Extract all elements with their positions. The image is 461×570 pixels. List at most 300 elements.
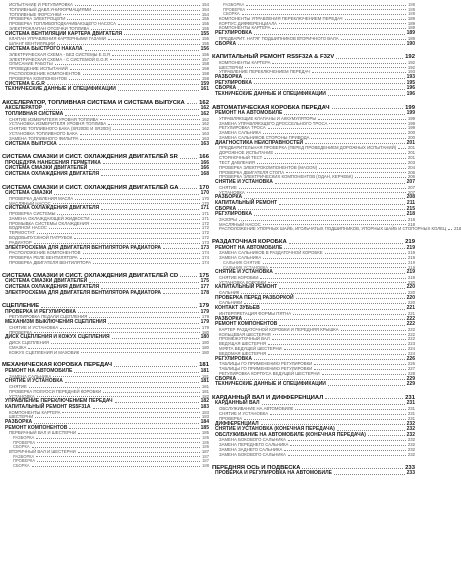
toc-entry-title: СНЯТИЕ И УСТАНОВКА <box>215 179 273 186</box>
toc-page-number: 179 <box>199 303 209 310</box>
toc-entry-title: КАПИТАЛЬНЫЙ РЕМОНТ RS5F31A <box>5 404 91 411</box>
dot-leader <box>113 129 200 130</box>
dot-leader <box>322 374 406 375</box>
toc-page-number: 166 <box>199 154 209 161</box>
toc-page-number: 181 <box>201 388 209 394</box>
toc-entry-title: ЭЛЕКТРИЧЕСКАЯ СХЕМА - С СИСТЕМОЙ E.G.R <box>9 56 108 62</box>
toc-page-number: 174 <box>201 259 209 265</box>
toc-page-number: 166 <box>200 159 209 166</box>
toc-page-number: 199 <box>406 110 415 117</box>
section-gap <box>2 355 209 362</box>
toc-entry-title: РАЗБОРКА <box>215 194 243 201</box>
toc-page-number: 232 <box>407 442 415 448</box>
dot-leader <box>275 273 405 274</box>
dot-leader <box>262 309 405 310</box>
toc-entry-title: РАСПОЛОЖЕНИЕ КОМПОНЕНТОВ <box>9 250 81 256</box>
toc-entry-title: ПРОВЕРКА И РЕГУЛИРОВКА НА АВТОМОБИЛЕ <box>215 470 332 477</box>
dot-leader <box>244 78 405 79</box>
toc-entry-title: ПРОВЕРКА ДВИГАТЕЛЯ ВЕНТИЛЯТОРА <box>9 259 92 265</box>
toc-page-number: 183 <box>201 409 209 415</box>
toc-page-number: 219 <box>407 255 415 261</box>
toc-entry-title: ПРОВЕРКА ЭЛЕКТРОЦЕПИ <box>9 16 66 22</box>
dot-leader <box>270 267 406 268</box>
dot-leader <box>112 55 199 56</box>
toc-page-number: 189 <box>407 35 415 41</box>
toc-page-number: 221 <box>407 310 415 316</box>
dot-leader <box>293 314 406 315</box>
dot-leader <box>263 258 406 259</box>
toc-entry-title: ТЕХНИЧЕСКИЕ ДАННЫЕ И СПЕЦИФИКАЦИИ <box>5 86 116 93</box>
dot-leader <box>74 238 199 239</box>
dot-leader <box>101 209 199 210</box>
toc-page-number: 192 <box>407 64 415 70</box>
dot-leader <box>115 402 199 403</box>
toc-entry-title: СБОРКА <box>215 375 237 382</box>
toc-entry-title: ПРЕДВАРИТ. НАТЯГ ПОДШИПНИКОВ ВТОРИЧНОГО ВАЛА <box>219 35 339 41</box>
dot-leader <box>59 144 199 145</box>
toc-entry-title: САЛЬНИК СНЯТИЕ <box>223 260 261 265</box>
dot-leader <box>67 19 199 20</box>
toc-entry-title: СНЯТИЕ И УСТАНОВКА <box>9 324 59 330</box>
dot-leader <box>65 115 198 116</box>
toc-entry-title: СБОРКА <box>215 205 237 212</box>
toc-page-number: 201 <box>407 145 415 151</box>
dot-leader <box>81 352 200 353</box>
toc-page-number: 158 <box>201 66 209 72</box>
toc-entry-title: КОЖУХ СЦЕПЛЕНИЯ И МАХОВИК <box>9 349 80 355</box>
toc-page-number: 179 <box>201 324 209 330</box>
toc-entry-title: РЕГУЛИРОВКА <box>215 30 252 37</box>
toc-page-number: 200 <box>407 130 415 136</box>
dot-leader <box>288 455 406 456</box>
dot-leader <box>239 220 406 221</box>
toc-page-number: 154 <box>201 2 209 7</box>
toc-entry-title: ШЛАНГ ВЕНТИЛЯЦИИ <box>9 41 56 47</box>
toc-entry-title: ОБСЛУЖИВАНИЕ НА АВТОМОБИЛЕ (КОНЕЧНАЯ ПЕРЕДАЧА) <box>215 431 366 438</box>
toc-entry-title: ПРОВЕРКА <box>223 6 246 12</box>
toc-entry-title: СИСТЕМА ОХЛАЖДЕНИЯ ДВИГАТЕЛЯ <box>5 171 100 177</box>
dot-leader <box>290 445 405 446</box>
toc-page-number: 218 <box>407 216 415 222</box>
toc-page-number: 224 <box>407 346 415 352</box>
toc-page-number: 195 <box>406 79 415 86</box>
dot-leader <box>37 233 200 234</box>
toc-page-number: 232 <box>407 451 415 457</box>
toc-entry-title: РАЗБОРКА <box>13 453 35 459</box>
dot-leader <box>37 442 200 443</box>
toc-page-number: 231 <box>407 410 415 416</box>
toc-entry-title: ПРОВЕРКА ДВИГАТЕЛЯ СТОПА <box>219 169 285 175</box>
toc-entry-title: ШЕСТЕРНИ <box>219 64 244 70</box>
dot-leader <box>74 372 198 373</box>
toc-page-number: 232 <box>406 420 415 427</box>
toc-page-number: 188 <box>202 462 209 468</box>
toc-entry-title: УСТАНОВКА <box>9 393 35 399</box>
toc-page-number: 175 <box>199 272 209 279</box>
toc-entry-title: КЛАПАН УПРАВЛЕНИЯ КАРТЕРНЫМИ ГАЗАМИ <box>9 36 106 42</box>
dot-leader <box>89 317 200 318</box>
toc-entry-title: ПРОВЕРКА ДАВЛЕНИЯ МАСЛА <box>9 195 74 201</box>
toc-page-number: 201 <box>407 150 415 156</box>
dot-leader <box>264 158 406 159</box>
toc-page-number: 196 <box>406 91 415 97</box>
toc-page-number: 154 <box>201 6 209 12</box>
dot-leader <box>273 334 406 335</box>
toc-page-number: 219 <box>407 250 415 256</box>
toc-page-number: 166 <box>200 165 209 172</box>
toc-page-number: 219 <box>408 264 415 270</box>
toc-entry-title: ТЕСТ ДАВЛЕНИЯ <box>219 159 255 165</box>
toc-entry-title: СБОРКА <box>13 444 30 450</box>
dot-leader <box>49 228 200 229</box>
dot-leader <box>337 430 405 431</box>
dot-leader <box>325 253 406 254</box>
toc-subsection <box>2 464 209 469</box>
dot-leader <box>112 338 199 339</box>
section-gap <box>2 266 209 273</box>
toc-page-number: 227 <box>407 366 415 372</box>
toc-page-number: 155 <box>200 30 209 37</box>
dot-leader <box>163 248 199 249</box>
dot-leader <box>55 64 200 65</box>
toc-entry-title: ВЕДУЩАЯ ШЕСТЕРНЯ <box>219 341 266 347</box>
toc-page-number: 170 <box>201 200 209 206</box>
toc-entry-title: САЛЬНИК УСТАНОВКА <box>223 264 268 270</box>
dot-leader <box>336 58 403 59</box>
toc-entry-title: АКСЕЛЕРАТОР, ТОПЛИВНАЯ СИСТЕМА И СИСТЕМА ВЫПУСКА <box>2 99 185 106</box>
dot-leader <box>341 330 406 331</box>
dot-leader <box>37 461 200 462</box>
toc-entry-title: КАПИТАЛЬНЫЙ РЕМОНТ <box>215 199 278 206</box>
toc-page-number: 220 <box>406 284 415 291</box>
dot-leader <box>279 23 406 24</box>
toc-entry-title: РАСПОЛОЖЕНИЕ УПОРНЫХ ШАЙБ, ИГОЛЬЧАТЫХ ПОДШИПНИКОВ, УПОРНЫХ ШАЙБ И СТОПОРНЫХ КОЛЕЦ <box>219 226 447 232</box>
toc-entry-title: ЭЛЕКТРОСХЕМА ДЛЯ ДВИГАТЕЛЯ ВЕНТИЛЯТОРА РАДИАТОРА <box>5 244 161 251</box>
dot-leader <box>368 435 405 436</box>
toc-entry-title: САЛЬНИК <box>219 289 240 295</box>
toc-entry-title: ТОПЛИВНЫЙ ДАВЛ.УНИФОРМАЦИЯМИ <box>9 6 92 12</box>
toc-page-number: 171 <box>201 215 209 221</box>
toc-page-number: 162 <box>201 126 209 132</box>
toc-page-number: 188 <box>408 11 415 17</box>
dot-leader <box>262 404 405 405</box>
dot-leader <box>238 209 405 210</box>
toc-page-number: 229 <box>406 381 415 388</box>
toc-entry-title: СИСТЕМА СМАЗКИ ДВИГАТЕЛЕЙ <box>5 165 88 172</box>
toc-page-number: 180 <box>200 334 209 341</box>
dot-leader <box>54 194 198 195</box>
dot-leader <box>318 119 406 120</box>
toc-entry-title: ВОДЯНОЙ НАСОС <box>9 225 48 231</box>
dot-leader <box>332 108 404 109</box>
toc-page-number: 211 <box>406 199 415 206</box>
dot-leader <box>62 412 199 413</box>
toc-page-number: 187 <box>202 453 209 459</box>
dot-leader <box>80 258 200 259</box>
dot-leader <box>32 466 201 467</box>
toc-section <box>212 471 415 477</box>
toc-entry-title: РЕГУЛИРОВКА <box>215 211 252 218</box>
dot-leader <box>284 248 404 249</box>
toc-page-number: 188 <box>408 6 415 12</box>
toc-page-number: 180 <box>201 344 209 350</box>
dot-leader <box>57 44 200 45</box>
toc-entry-title: УСТАНОВКА КОРОБКИ <box>219 279 267 285</box>
toc-page-number: 231 <box>407 415 415 421</box>
toc-page-number: 206 <box>407 174 415 180</box>
dot-leader <box>272 28 405 29</box>
toc-entry-title: ОПИСАНИЕ РАБОТЫ <box>9 61 53 67</box>
toc-page-number: 179 <box>200 308 209 315</box>
toc-page-number: 182 <box>200 398 209 405</box>
dot-leader <box>260 278 405 279</box>
toc-page-number: 189 <box>406 30 415 37</box>
toc-page-number: 219 <box>405 239 415 246</box>
dot-leader <box>238 89 405 90</box>
dot-leader <box>254 215 405 216</box>
toc-entry-title: МЕХАНИЗМ ВЫКЛЮЧЕНИЯ СЦЕПЛЕНИЯ <box>5 319 107 326</box>
dot-leader <box>69 428 198 429</box>
toc-page-number: 181 <box>201 373 209 379</box>
toc-entry-title: СНЯТИЕ И УСТАНОВКА <box>219 410 269 416</box>
toc-entry-title: СИСТЕМА БЫСТРОГО НАКАЛА <box>5 46 83 53</box>
dot-leader <box>263 224 406 225</box>
toc-page-number: 201 <box>407 155 415 161</box>
dot-leader <box>270 414 406 415</box>
dot-leader <box>311 138 405 139</box>
section-gap <box>212 98 415 105</box>
toc-page-number: 219 <box>408 260 415 265</box>
toc-entry-title: ЗАМЕНА БОКОВОГО САЛЬНИКА <box>219 437 286 443</box>
toc-page-number: 156 <box>200 46 209 53</box>
toc-page-number: 168 <box>200 171 209 177</box>
toc-page-number: 155 <box>201 26 209 32</box>
dot-leader <box>241 293 406 294</box>
toc-page-number: 219 <box>406 244 415 251</box>
dot-leader <box>272 63 405 64</box>
toc-page-number: 170 <box>201 195 209 201</box>
toc-page-number: 233 <box>405 464 415 471</box>
dot-leader <box>118 90 199 91</box>
toc-page-number: 206 <box>407 169 415 175</box>
dot-leader <box>254 34 405 35</box>
toc-entry-title: ЭЛЕКТРОКЛАПАН ОТСЕЧКИ ТОПЛИВА <box>9 26 90 32</box>
dot-leader <box>341 39 406 40</box>
dot-leader <box>345 19 406 20</box>
toc-entry-title: ЗАМЕНА УПРАВЛЯЮЩЕГО ДРОССЕЛЬНОГО ТРОСА <box>219 120 328 126</box>
dot-leader <box>288 440 406 441</box>
toc-entry-title: ШЕСТЕРНИ <box>9 414 34 420</box>
toc-page-number: 173 <box>201 239 209 245</box>
toc-entry-title: СНЯТИЕ <box>9 384 27 389</box>
toc-entry-title: АКСЕЛЕРАТОР <box>5 105 42 112</box>
dot-leader <box>34 332 200 333</box>
dot-leader <box>83 253 200 254</box>
dot-leader <box>272 339 406 340</box>
dot-leader <box>247 192 406 193</box>
dot-leader <box>78 312 199 313</box>
toc-entry-title: МАСЛЯНЫЙ НАСОС <box>9 200 51 206</box>
toc-page-number: 222 <box>406 315 415 322</box>
toc-entry-title: ЗАМЕНА ПЕРЕДНЕГО САЛЬНИКА <box>219 442 289 448</box>
dot-leader <box>295 409 405 410</box>
dot-leader <box>75 199 200 200</box>
toc-entry-title: ВЕДОМАЯ ШЕСТЕРНЯ <box>219 350 267 356</box>
toc-page-number: 218 <box>407 221 415 227</box>
dot-leader <box>246 5 406 6</box>
toc-entry-title: ПРОВЕРКА ЭЛЕКТРИЧЕСКИХ КОМПОНЕНТОВ (ОДАН, КЕРЧЕБК) <box>219 174 353 180</box>
dot-leader <box>254 83 405 84</box>
toc-entry-title: СИСТЕМА СМАЗКИ И СИСТ. ОХЛАЖДЕНИЯ ДВИГАТЕЛЕЙ GA <box>2 184 179 191</box>
toc-entry-title: ЗАМЕНА САЛЬНИКОВ В РАЗДАТОЧНОЙ КОРОБКЕ <box>219 250 323 256</box>
dot-leader <box>238 379 405 380</box>
dot-leader <box>89 282 198 283</box>
toc-page-number: 208 <box>406 194 415 201</box>
toc-entry-title: ПРОВЕРКА ПОЛУОСИ ПЕРЕДНЕЙ КОРОБКИ <box>9 388 102 394</box>
dot-leader <box>37 396 200 397</box>
toc-entry-title: КАПИТАЛЬНЫЙ РЕМОНТ RS5F32A & F32V <box>212 54 335 61</box>
dot-leader <box>244 319 405 320</box>
toc-entry-title: ТОПЛИВНАЯ СИСТЕМА <box>5 110 64 117</box>
toc-page-number: 189 <box>407 20 415 26</box>
toc-entry-title: СБОРКА <box>13 462 30 468</box>
toc-entry-title: ЭЛЕКТРИЧЕСКАЯ СХЕМА - БЕЗ СИСТЕМЫ E.G.R <box>9 51 111 57</box>
toc-entry-title: КОРПУС ДИФФЕРЕНЦИАЛА <box>219 20 277 26</box>
dot-leader <box>110 59 200 60</box>
toc-entry-title: СБОРКА <box>215 85 237 92</box>
toc-entry-title: КАПИТАЛЬНЫЙ РЕМОНТ <box>215 284 278 291</box>
toc-page-number: 232 <box>406 431 415 438</box>
toc-page-number: 201 <box>406 139 415 146</box>
dot-leader <box>328 385 405 386</box>
dot-leader <box>275 183 405 184</box>
toc-page-number: 181 <box>200 378 209 385</box>
toc-entry-title: ИСПЫТАНИЕ И РЕГУЛИРОВКА <box>9 2 73 7</box>
toc-page-number: 207 <box>406 179 415 186</box>
toc-page-number: 172 <box>201 235 209 241</box>
toc-entry-title: ПРОМЕЖУТОЧНЫЙ ВАЛ <box>219 336 270 342</box>
toc-page-number: 161 <box>200 86 209 93</box>
dot-leader <box>47 84 199 85</box>
toc-page-number: 222 <box>406 321 415 328</box>
dot-leader <box>91 219 199 220</box>
dot-leader <box>163 293 199 294</box>
toc-page-number: 158 <box>201 61 209 67</box>
toc-entry-title: СИСТЕМА СМАЗКИ И СИСТ. ОХЛАЖДЕНИЯ ДВИГАТЕЛЕЙ SR <box>2 154 178 161</box>
toc-entry-title: ТАБЛИЦЫ ГО ПРИМЕНЕНИЮ РЕГУЛИРОВКИ <box>219 361 313 367</box>
toc-page-number: 219 <box>406 269 415 276</box>
toc-entry-title: РАЗБОРКА <box>223 2 245 7</box>
toc-entry-title: ЗАМЕНА САЛЬНИКА <box>219 255 262 261</box>
dot-leader <box>334 474 405 475</box>
toc-entry-title: РАСПОЛОЖЕНИЕ КОМПОНЕНТОВ <box>9 70 81 76</box>
toc-entry-title: ЗАМЕНА БОКОВОГО САЛЬНИКА <box>219 451 286 457</box>
dot-leader <box>355 177 406 178</box>
toc-entry-title: СНЯТИЕ И УСТАНОВКА (КОНЕЧНАЯ ПЕРЕДАЧА) <box>215 426 335 433</box>
section-gap <box>2 296 209 303</box>
toc-page-number: 218 <box>454 226 461 232</box>
dot-leader <box>296 298 405 299</box>
toc-entry-title: КОНТАКТ ЗУБЬЕВ <box>215 305 260 312</box>
toc-entry-title: ПРОВЕРКА РЕЛЕ ВЕНТИЛЯТОРА <box>9 255 78 261</box>
toc-page-number: 178 <box>200 289 209 296</box>
toc-entry-title: ТЕРМОСТАТ <box>9 230 35 236</box>
toc-entry-title: СИСТЕМА E.G.R <box>5 80 45 87</box>
toc-page-number: 219 <box>407 274 415 280</box>
toc-page-number: 193 <box>407 69 415 75</box>
dot-leader <box>93 10 200 11</box>
dot-leader <box>238 44 405 45</box>
toc-entry-title: ИНТЕРПРЕТАЦИЯ ФОРМЫ ПЯТНА <box>219 310 292 316</box>
toc-entry-title: ЭЛЕКТРОСХЕМА ДЛЯ ДВИГАТЕЛЯ ВЕНТИЛЯТОРА РАДИАТОРА <box>5 289 161 296</box>
toc-entry-title: КАРДАННЫЙ ВАЛ И ДИФФЕРЕНЦИАЛ <box>212 394 324 401</box>
toc-entry-title: УПРАВЛЯЮЩИЕ КЛАПАНЫ И АККУМУЛЯТОРЫ <box>219 115 317 121</box>
toc-page-number: 222 <box>407 326 415 332</box>
dot-leader <box>70 69 200 70</box>
dot-leader <box>101 175 199 176</box>
dot-leader <box>319 168 406 169</box>
dot-leader <box>284 450 405 451</box>
dot-leader <box>108 39 200 40</box>
dot-leader <box>78 452 200 453</box>
toc-entry-title: УПРАВЛЕНИЕ ПЕРЕКЛЮЧЕНИЕМ ПЕРЕДАЧ <box>219 69 310 75</box>
toc-entry-title: СИСТЕМА СМАЗКИ <box>5 190 53 197</box>
dot-leader <box>180 276 197 277</box>
toc-page-number: 183 <box>201 414 209 420</box>
toc-page-number: 172 <box>201 230 209 236</box>
section-gap <box>212 388 415 395</box>
toc-entry-title: РАЗБОРКА <box>215 315 243 322</box>
toc-page-number: 231 <box>405 394 415 401</box>
toc-page-number: 232 <box>407 437 415 443</box>
toc-entry-title: ПРОЦЕДУРА НАНЕСЕНИЯ ГЕРМЕТИКА <box>5 159 101 166</box>
dot-leader <box>103 163 199 164</box>
toc-page-number: 174 <box>201 250 209 256</box>
dot-leader <box>100 119 200 120</box>
toc-entry-title: СНЯТИЕ КОРОБКИ <box>219 274 259 280</box>
toc-entry-title: РАЗДАТОЧНАЯ КОРОБКА <box>212 239 287 246</box>
toc-entry-title: СИСТЕМА СМАЗКИ И СИСТ. ОХЛАЖДЕНИЯ ДВИГАТЕЛЕЙ CD <box>2 272 179 279</box>
toc-entry-title: РЕГУЛИРОВКА КОРПУСА ВЕДУЩЕЙ ШЕСТЕРНИ <box>219 370 320 376</box>
dot-leader <box>36 456 200 457</box>
toc-entry-title: ПРОВЕРКА <box>13 439 36 445</box>
toc-page-number: 162 <box>199 99 209 106</box>
dot-leader <box>314 369 406 370</box>
dot-leader <box>329 123 405 124</box>
toc-page-number: 220 <box>407 279 415 285</box>
toc-entry-title: РЕМОНТ НА АВТОМОБИЛЕ <box>5 368 73 374</box>
toc-entry-title: ПРОВЕДЕНИЕ ИСПЫТАНИЙ <box>9 66 68 72</box>
toc-entry-title: ЗАМЕНА САЛЬНИКА <box>219 130 262 136</box>
toc-entry-title: ПРОВЕРКА ТОПЛИВОПОДКАЧИВАЮЩЕГО НАСОСА <box>9 21 116 27</box>
dot-leader <box>257 163 406 164</box>
toc-column-right <box>212 2 461 477</box>
dot-leader <box>108 124 200 125</box>
toc-page-number: 155 <box>201 36 209 42</box>
dot-leader <box>91 29 200 30</box>
toc-entry-title: МЕХАНИЧЕСКАЯ КОРОБКА ПЕРЕДАЧ <box>2 362 113 369</box>
toc-page-number: 183 <box>200 404 209 411</box>
dot-leader <box>28 348 199 349</box>
dot-leader <box>268 282 406 283</box>
dot-leader <box>244 419 406 420</box>
dot-leader <box>93 408 199 409</box>
toc-page-number: 232 <box>406 426 415 433</box>
dot-leader <box>268 354 406 355</box>
dot-leader <box>34 423 199 424</box>
toc-entry-title: МУФТА ВЕДУЩЕЙ ШЕСТЕРНИ <box>219 346 282 352</box>
toc-entry-title: ПРОВЕРКА СИСТЕМЫ <box>9 211 56 217</box>
